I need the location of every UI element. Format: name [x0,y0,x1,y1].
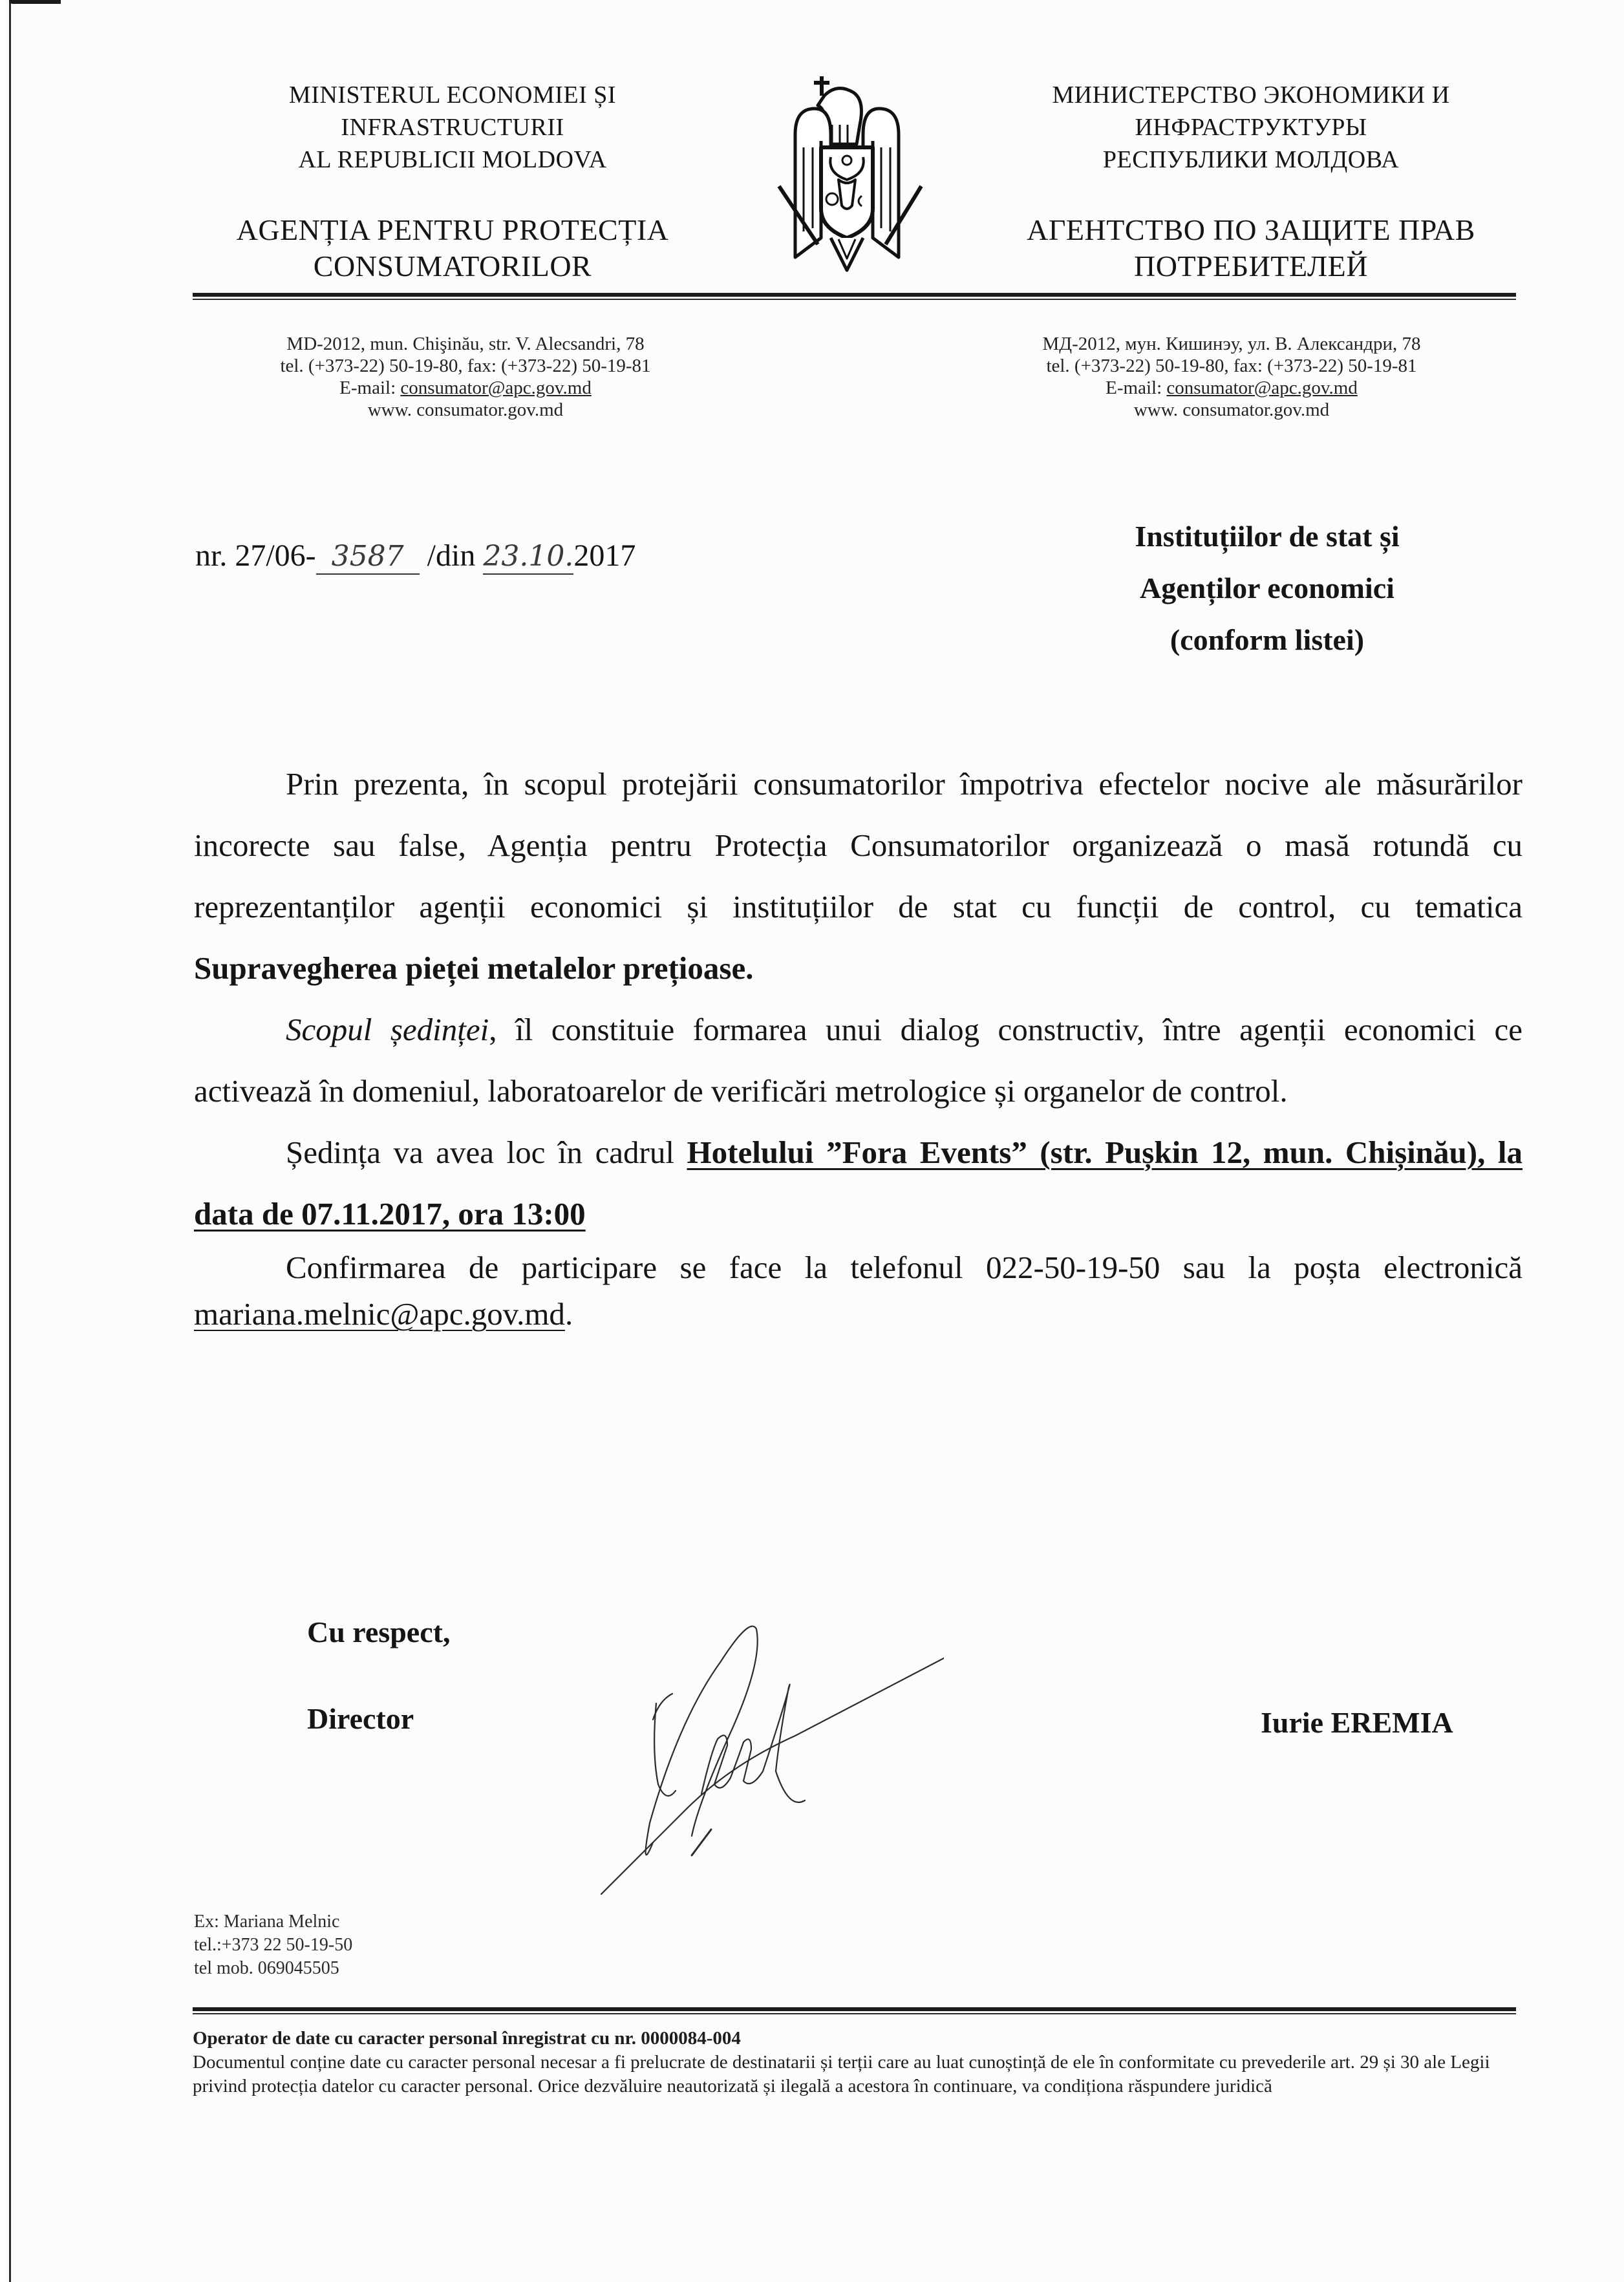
header-right-russian [983,79,1519,284]
scan-shadow [9,0,61,4]
signature-block [307,1613,450,1738]
operator-registration: Operator de date cu caracter personal înregistrat cu nr. 0000084-004 [193,2028,741,2049]
address-ru: МД-2012, мун. Кишинэу, ул. В. Александри, 78 [1042,334,1421,354]
recipient-block: Instituțiilor de stat și Agenților economici (conform listei) [1135,520,1400,656]
phone-fax-ru: tel. (+373-22) 50-19-80, fax: (+373-22) 50-19-81 [1046,356,1417,376]
privacy-notice: Documentul conține date cu caracter personal necesar a fi prelucrate de destinatarii și terții care au luat cunoștință de ele în conformitate cu prevederile art. 29 și 30 ale Legii privind protecția datelor cu caracter personal. Orice dezvăluire neautorizată și ilegală a acestora în continuare, va condiționa răspundere juridică [193,2052,1490,2096]
paragraph-4: Confirmarea de participare se face la telefonul 022-50-19-50 sau la poșta electronică mariana.melnic@apc.gov.md. [194,1250,1522,1332]
header-divider [193,293,1516,300]
contact-block-ro: MD-2012, mun. Chişinău, str. V. Alecsandri, 78 tel. (+373-22) 50-19-80, fax: (+373-22) 50-19-81 E-mail: consumator@apc.gov.md www. consumator.gov.md [194,333,737,421]
phone-fax-ro: tel. (+373-22) 50-19-80, fax: (+373-22) 50-19-81 [280,356,651,376]
email-link-ru[interactable]: consumator@apc.gov.md [1166,378,1358,398]
paragraph-2: Scopul ședinței, îl constituie formarea unui dialog constructiv, între agenții economici ce activează în domeniul, laboratoarelor de verificări metrologice și organelor de control. [194,1012,1522,1109]
handwritten-signature-icon [582,1590,944,1926]
closing: Cu respect, [307,1616,451,1648]
letter-body [194,753,1522,1338]
contact-email-link[interactable]: mariana.melnic@apc.gov.md [194,1296,565,1332]
executor-info [194,1910,352,1980]
ministry-name-ru: МИНИСТЕРСТВО ЭКОНОМИКИ И ИНФРАСТРУКТУРЫ РЕСПУБЛИКИ МОЛДОВА [1052,81,1450,173]
agency-name-ru: АГЕНТСТВО ПО ЗАЩИТЕ ПРАВ ПОТРЕБИТЕЛЕЙ [1027,213,1475,283]
website-ru: www. consumator.gov.md [1133,400,1330,420]
address-ro: MD-2012, mun. Chişinău, str. V. Alecsandri, 78 [286,334,645,354]
meeting-venue-datetime: Hotelului ”Fora Events” (str. Pușkin 12, mun. Chișinău), la data de 07.11.2017, ora 13:00 [194,1135,1522,1232]
signer-title: Director [307,1702,414,1735]
paragraph-3: Ședința va avea loc în cadrul Hotelului ”Fora Events” (str. Pușkin 12, mun. Chișinău), la data de 07.11.2017, ora 13:00 [194,1135,1522,1232]
executor-name: Ex: Mariana Melnic [194,1912,340,1932]
reference-number: nr. 27/06- 3587 /din 23.10.2017 [195,537,636,575]
email-link-ro[interactable]: consumator@apc.gov.md [400,378,592,398]
website-ro: www. consumator.gov.md [367,400,564,420]
ministry-name-ro: MINISTERUL ECONOMIEI ȘI INFRASTRUCTURII AL REPUBLICII MOLDOVA [288,81,617,173]
contact-block-ru: МД-2012, мун. Кишинэу, ул. В. Александри, 78 tel. (+373-22) 50-19-80, fax: (+373-22) 50-19-81 E-mail: consumator@apc.gov.md www. consumator.gov.md [957,333,1506,421]
handwritten-date: 23.10. [483,540,573,575]
paragraph-1: Prin prezenta, în scopul protejării consumatorilor împotriva efectelor nocive ale măsurărilor incorecte sau false, Agenția pentru Protecția Consumatorilor organizează o masă rotundă cu reprezentanților agenții economici și instituțiilor de stat cu funcții de control, cu tematica Supravegherea pieței metalelor prețioase. [194,766,1522,986]
data-protection-footer [193,2027,1518,2098]
executor-mobile: tel mob. 069045505 [194,1958,339,1978]
executor-phone: tel.:+373 22 50-19-50 [194,1935,353,1955]
footer-divider [193,2007,1516,2014]
header-left-romanian [194,79,711,284]
signer-name: Iurie EREMIA [1261,1706,1453,1739]
coat-of-arms-icon [760,70,934,277]
agency-name-ro: AGENȚIA PENTRU PROTECȚIA CONSUMATORILOR [236,213,669,283]
meeting-topic: Supravegherea pieței metalelor prețioase. [194,950,754,986]
handwritten-number: 3587 [316,540,420,575]
